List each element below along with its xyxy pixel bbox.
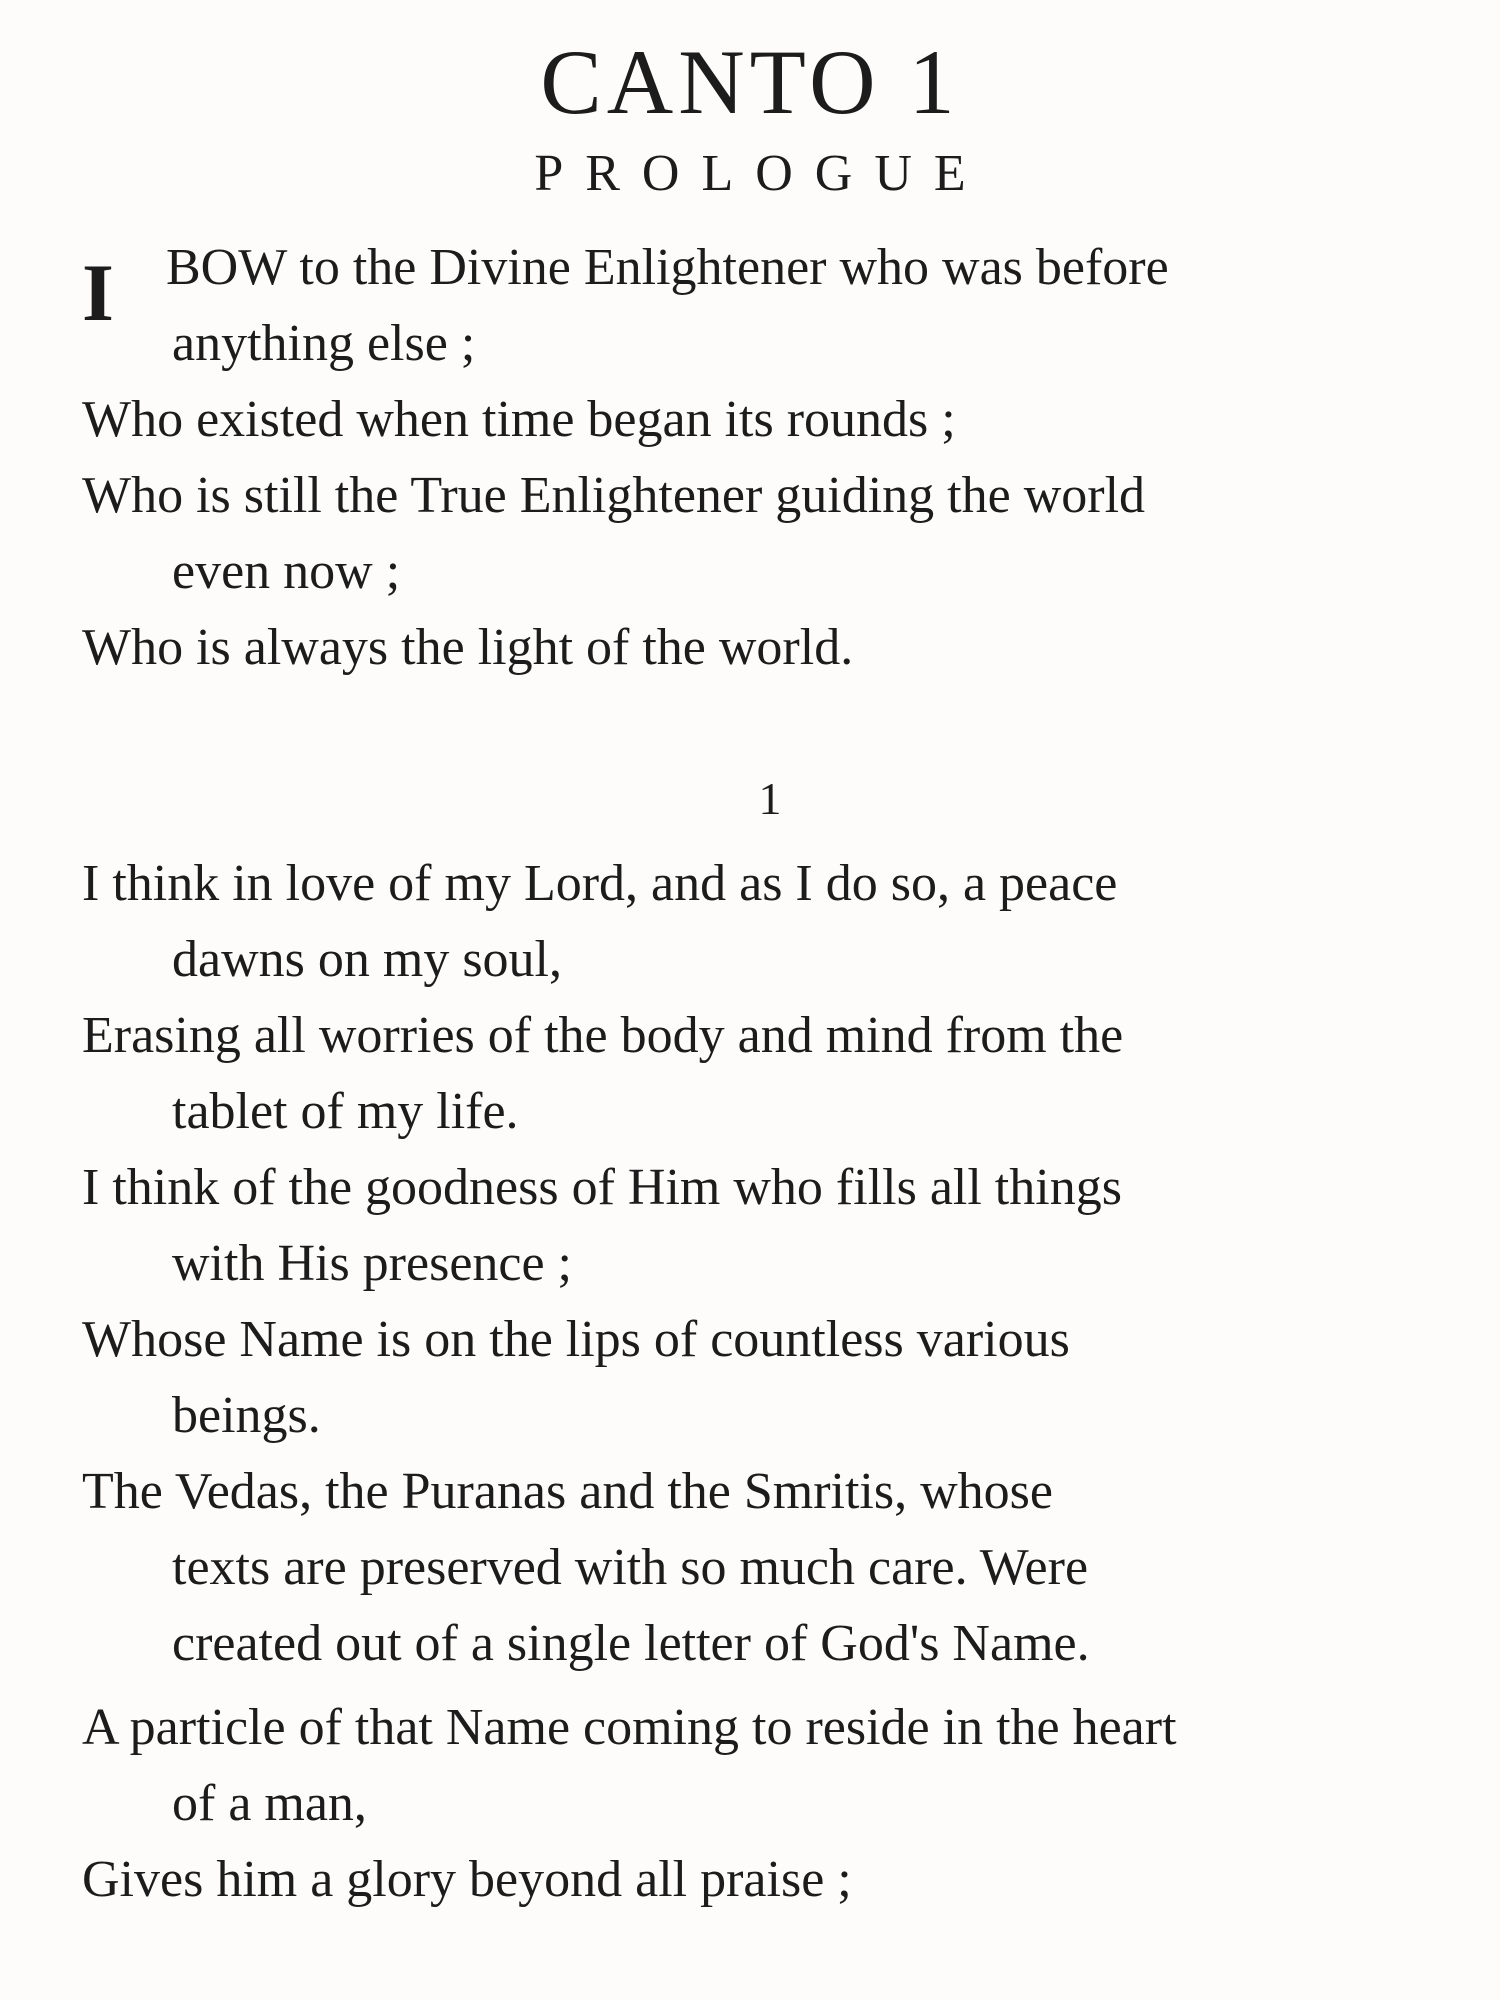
text-line: texts are preserved with so much care. Were [172, 1539, 1089, 1596]
text-line: Erasing all worries of the body and mind from the [82, 1007, 1124, 1064]
text-line: Who is still the True Enlightener guiding the world [82, 467, 1146, 524]
text-line: Gives him a glory beyond all praise ; [82, 1851, 852, 1908]
text-line: BOW to the Divine Enlightener who was before [166, 239, 1169, 296]
text-line: I think in love of my Lord, and as I do so, a peace [82, 855, 1118, 912]
text-line: I think of the goodness of Him who fills all things [82, 1159, 1122, 1216]
text-line: A particle of that Name coming to reside in the heart [82, 1699, 1177, 1756]
text-line: created out of a single letter of God's Name. [172, 1615, 1090, 1672]
text-line: with His presence ; [172, 1235, 573, 1292]
text-line: beings. [172, 1387, 321, 1444]
text-line: Who is always the light of the world. [82, 619, 854, 676]
text-line: Whose Name is on the lips of countless various [82, 1311, 1070, 1368]
text-line: Who existed when time began its rounds ; [82, 391, 956, 448]
verse-number: 1 [758, 773, 782, 824]
text-line: of a man, [172, 1775, 367, 1832]
canto-title: CANTO 1 [540, 31, 960, 133]
text-line: The Vedas, the Puranas and the Smritis, whose [82, 1463, 1053, 1520]
verse-stanza [82, 846, 1462, 1918]
prologue-stanza [82, 230, 1462, 686]
text-line: even now ; [172, 543, 401, 600]
text-line: anything else ; [172, 315, 476, 372]
drop-cap: I [82, 247, 114, 338]
canto-subtitle: PROLOGUE [534, 145, 988, 202]
text-line: dawns on my soul, [172, 931, 562, 988]
text-line: tablet of my life. [172, 1083, 519, 1140]
